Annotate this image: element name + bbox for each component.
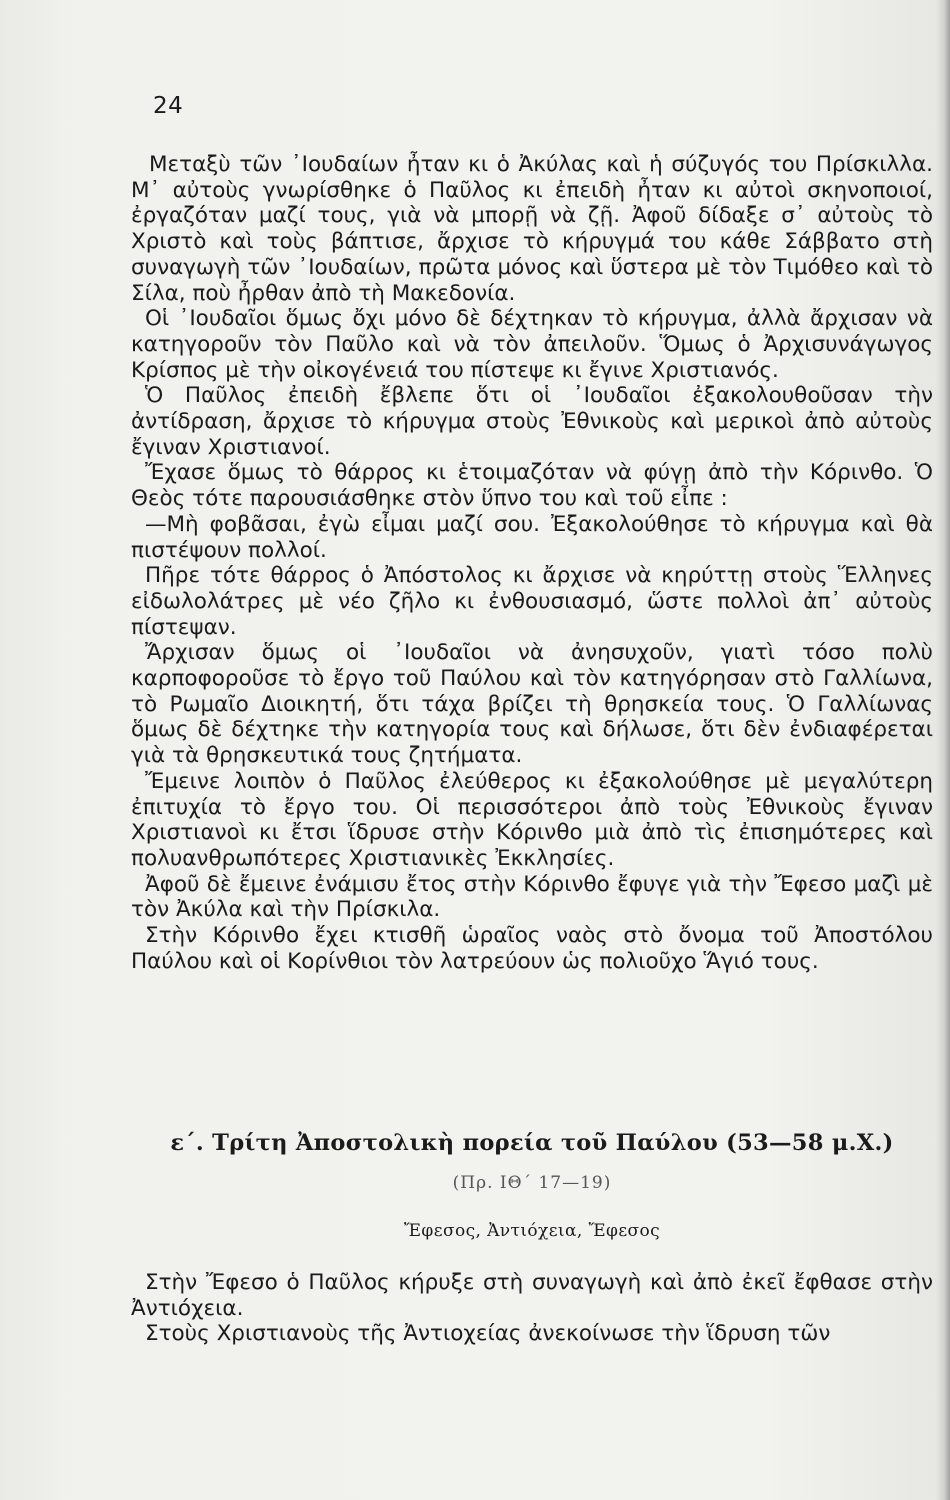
paragraph: Ἀφοῦ δὲ ἔμεινε ἐνάμισυ ἔτος στὴν Κόρινθο ἔφυγε γιὰ τὴν Ἔφεσο μαζὶ μὲ τὸν Ἀκύλα καὶ τὴν Πρίσκιλα. [131, 871, 933, 923]
paragraph: Στὴν Ἔφεσο ὁ Παῦλος κήρυξε στὴ συναγωγὴ καὶ ἀπὸ ἐκεῖ ἔφθασε στὴν Ἀντιόχεια. [131, 1270, 933, 1321]
paragraph: Στοὺς Χριστιανοὺς τῆς Ἀντιοχείας ἀνεκοίνωσε τὴν ἵδρυση τῶν [145, 1321, 831, 1347]
paragraph: Ἄρχισαν ὅμως οἱ ᾿Ιουδαῖοι νὰ ἀνησυχοῦν, γιατὶ τόσο πολὺ καρποφοροῦσε τὸ ἔργο τοῦ Παύλου καὶ τὸν κατηγόρησαν στὸ Γαλλίωνα, τὸ Ρωμαῖο Διοικητή, ὅτι τάχα βρίζει τὴ θρησκεία τους. Ὁ Γαλλίωνας ὅμως δὲ δέχτηκε τὴν κατηγορία τους καὶ δήλωσε, ὅτι δὲν ἐνδιαφέρεται γιὰ τὰ θρησκευτικά τους ζητήματα. [131, 640, 933, 769]
page-edge-shadow [936, 0, 950, 1500]
section-reference: (Πρ. ΙΘ΄ 17—19) [452, 1173, 612, 1193]
paragraph: Ὁ Παῦλος ἐπειδὴ ἔβλεπε ὅτι οἱ ᾿Ιουδαῖοι ἐξακολουθοῦσαν τὴν ἀντίδραση, ἄρχισε τὸ κήρυγμα στοὺς Ἐθνικοὺς καὶ μερικοὶ ἀπὸ αὐτοὺς ἔγιναν Χριστιανοί. [131, 383, 933, 460]
paragraph: Οἱ ᾿Ιουδαῖοι ὅμως ὄχι μόνο δὲ δέχτηκαν τὸ κήρυγμα, ἀλλὰ ἄρχισαν νὰ κατηγοροῦν τὸν Παῦλο καὶ νὰ τὸν ἀπειλοῦν. Ὅμως ὁ Ἀρχισυνάγωγος Κρίσπος μὲ τὴν οἰκογένειά του πίστεψε κι ἔγινε Χριστιανός. [131, 306, 933, 383]
paragraph: Μεταξὺ τῶν ᾿Ιουδαίων ἦταν κι ὁ Ἀκύλας καὶ ἡ σύζυγός του Πρίσκιλλα. Μ᾿ αὐτοὺς γνωρίσθηκε ὁ Παῦλος κι ἐπειδὴ ἦταν κι αὐτοὶ σκηνοποιοί, ἐργαζόταν μαζί τους, γιὰ νὰ μπορῇ νὰ ζῇ. Ἀφοῦ δίδαξε σ᾿ αὐτοὺς τὸ Χριστὸ καὶ τοὺς βάπτισε, ἄρχισε τὸ κήρυγμά του κάθε Σάββατο στὴ συναγωγὴ τῶν ᾿Ιουδαίων, πρῶτα μόνος καὶ ὕστερα μὲ τὸν Τιμόθεο καὶ τὸ Σίλα, ποὺ ἦρθαν ἀπὸ τὴ Μακεδονία. [131, 152, 933, 306]
paragraph: Πῆρε τότε θάρρος ὁ Ἀπόστολος κι ἄρχισε νὰ κηρύττῃ στοὺς Ἕλληνες εἰδωλολάτρες μὲ νέο ζῆλο κι ἐνθουσιασμό, ὥστε πολλοὶ ἀπ᾿ αὐτοὺς πίστεψαν. [131, 563, 933, 640]
section-heading: ε΄. Τρίτη Ἀποστολικὴ πορεία τοῦ Παύλου (53—58 μ.Χ.) [170, 1130, 894, 1156]
paragraph: Στὴν Κόρινθο ἔχει κτισθῆ ὡραῖος ναὸς στὸ ὄνομα τοῦ Ἀποστόλου Παύλου καὶ οἱ Κορίνθιοι τὸν λατρεύουν ὡς πολιοῦχο Ἅγιό τους. [131, 923, 933, 974]
body-text [131, 152, 933, 975]
paragraph: —Μὴ φοβᾶσαι, ἐγὼ εἶμαι μαζί σου. Ἐξακολούθησε τὸ κήρυγμα καὶ θὰ πιστέψουν πολλοί. [131, 511, 933, 563]
paragraph: Ἔμεινε λοιπὸν ὁ Παῦλος ἐλεύθερος κι ἐξακολούθησε μὲ μεγαλύτερη ἐπιτυχία τὸ ἔργο του. Οἱ περισσότεροι ἀπὸ τοὺς Ἐθνικοὺς ἔγιναν Χριστιανοὶ κι ἔτσι ἵδρυσε στὴν Κόρινθο μιὰ ἀπὸ τὶς ἐπισημότερες καὶ πολυανθρωπότερες Χριστιανικὲς Ἐκκλησίες. [131, 768, 933, 871]
paragraph: Ἔχασε ὅμως τὸ θάρρος κι ἑτοιμαζόταν νὰ φύγῃ ἀπὸ τὴν Κόρινθο. Ὁ Θεὸς τότε παρουσιάσθηκε στὸν ὕπνο του καὶ τοῦ εἶπε : [131, 460, 933, 512]
section-body-text [131, 1270, 933, 1347]
page-number: 24 [153, 93, 184, 119]
section-subtitle: Ἔφεσος, Ἀντιόχεια, Ἔφεσος [403, 1221, 661, 1241]
